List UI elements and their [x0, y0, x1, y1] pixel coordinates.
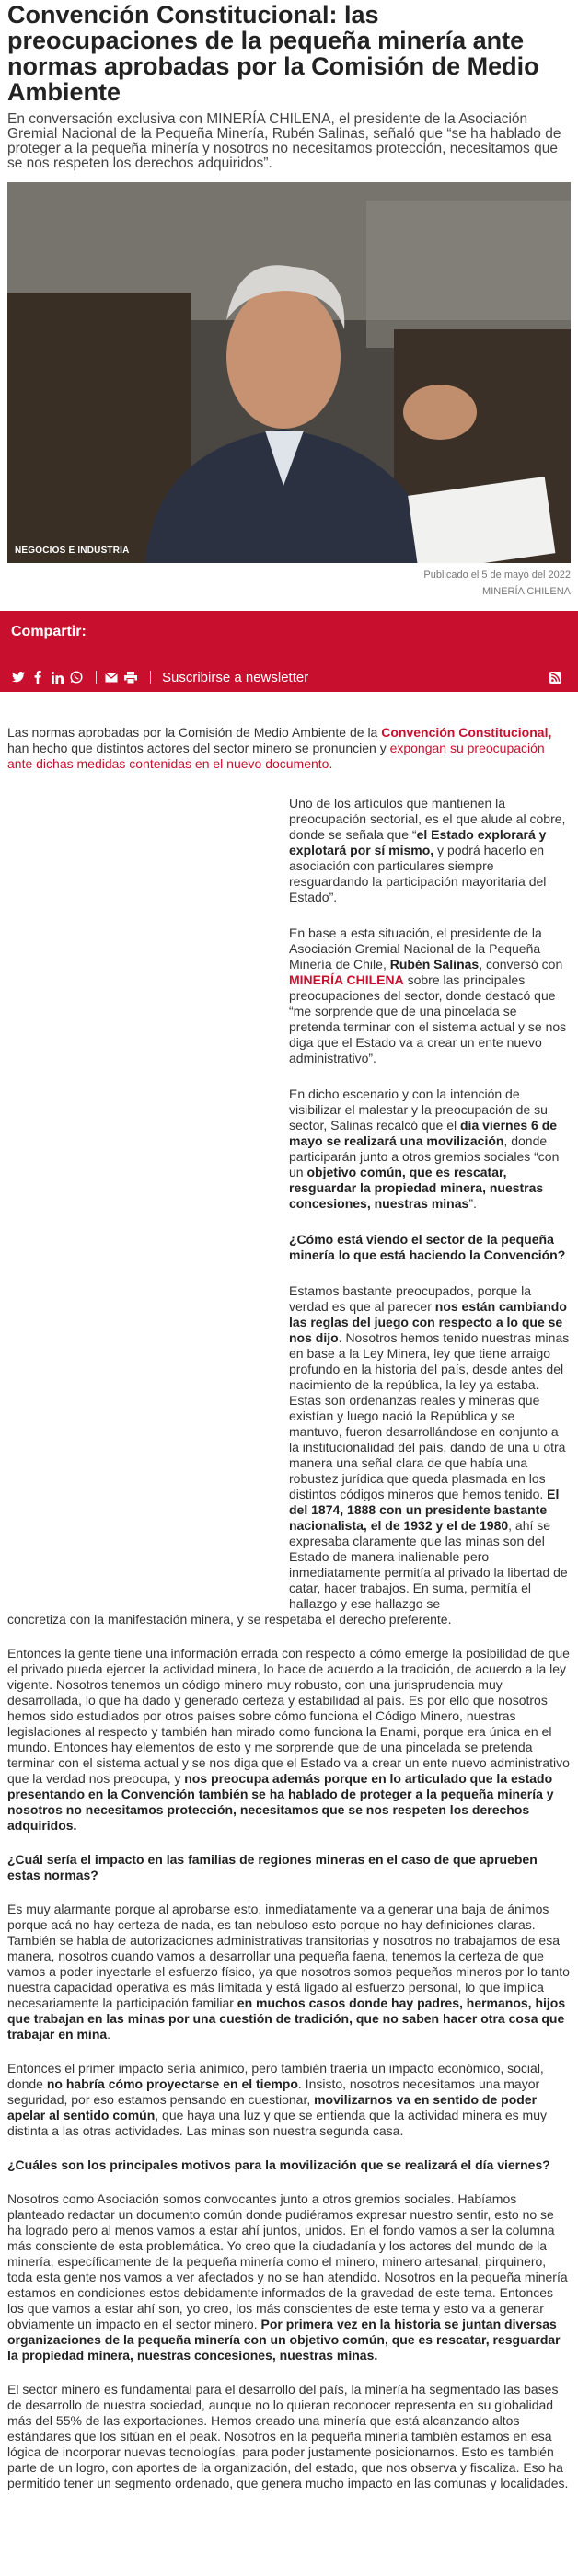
- image-category-tag[interactable]: NEGOCIOS E INDUSTRIA: [15, 546, 130, 556]
- share-title: Compartir:: [11, 624, 87, 639]
- facebook-icon[interactable]: [30, 670, 45, 684]
- bold-run: día viernes 6 de mayo se realizará una movilización: [289, 1118, 558, 1148]
- text-run: ”.: [468, 1196, 477, 1211]
- preocupacion-link[interactable]: expongan su preocupación ante dichas medidas contenidas en el nuevo documento.: [7, 741, 545, 771]
- bold-run: Por primera vez en la historia se juntan diversas organizaciones de la pequeña minería con un objetivo común, que es rescatar, resguardar la propiedad minera, nuestras concesiones, nuestras minas.: [7, 2317, 561, 2363]
- bold-run: no habría cómo proyectarse en el tiempo: [46, 2076, 298, 2091]
- full-width-column: [7, 1612, 571, 2491]
- bold-run: nos están cambiando las reglas del juego con respecto a lo que se nos dijo: [289, 1299, 567, 1345]
- bold-run: El del 1874, 1888 con un presidente bastante nacionalista, el de 1932 y el de 1980: [289, 1487, 560, 1533]
- text-run: Uno de los artículos que mantienen la preocupación sectorial, es el que alude al cobre, donde se señala que “: [289, 796, 566, 842]
- text-run: y podrá hacerlo en asociación con particulares siempre resguardando la participación mayoritaria del Estado”.: [289, 843, 547, 904]
- article-lead: En conversación exclusiva con MINERÍA CHILENA, el presidente de la Asociación Gremial Nacional de la Pequeña Minería, Rubén Salinas, señaló que “se ha hablado de proteger a la pequeña minería y nosotros no necesitamos protección, necesitamos que se nos respeten los derechos adquiridos”.: [7, 111, 561, 171]
- email-icon[interactable]: [104, 670, 119, 684]
- hero-photo-illustration: [7, 182, 571, 563]
- text-run: Nosotros como Asociación somos convocantes junto a otros gremios sociales. Habíamos planteado redactar un documento común donde pudiéramos expresar nuestro sentir, esto no se ha logrado pero al menos vamos a estar ahí juntos, unidos. En el fondo vamos a ser la columna más consciente de esta problemática. Yo creo que la ciudadanía y los actores del mundo de la minería, específicamente de la pequeña minería como el minero, minero artesanal, pirquinero, toda esta gente nos vamos a ver afectados y no se han atendido. Nosotros en la pequeña minería estamos en condiciones estos debidamente informados de la gravedad de este tema. Entonces los que vamos a estar ahí son, yo creo, los más conscientes de este tema y esto va a generar obviamente un impacto en el sector minero.: [7, 2191, 568, 2331]
- text-run: , que haya una luz y que se entienda que la actividad minera es muy distinta a las otras actividades. Las minas son nuestra segunda casa.: [7, 2108, 547, 2138]
- text-run: , conversó con: [479, 957, 563, 972]
- text-run: Las normas aprobadas por la Comisión de Medio Ambiente de la: [7, 725, 382, 740]
- text-run: Estamos bastante preocupados, porque la verdad es que al parecer: [289, 1283, 532, 1314]
- linkedin-icon[interactable]: [50, 670, 64, 684]
- print-icon[interactable]: [123, 670, 138, 684]
- question-heading: [7, 2157, 571, 2173]
- paragraph: El sector minero es fundamental para el desarrollo del país, la minería ha segmentado las bases de desarrollo de nuestra sociedad, aunque no lo quieran reconocer representa en su globalidad más del 55% de las exportaciones. Hemos creado una minería que está alcanzando altos estándares que los sitúan en el peak. Nosotros en la pequeña minería también estamos en esa lógica de incorporar nuevas tecnologías, para poder justamente posicionarnos. Esto es también parte de un logro, con aportes de la organización, del estado, que nos observa y fiscaliza. Eso ha permitido tener un segmento ordenado, que genera mucho impacto en las comunas y localidades.: [7, 2382, 569, 2490]
- text-run: han hecho que distintos actores del sector minero se pronuncien y: [7, 741, 390, 755]
- bold-run: el Estado explorará y explotará por sí mismo,: [289, 827, 547, 857]
- text-run: .: [107, 2027, 111, 2041]
- paragraph: [7, 1902, 571, 2042]
- article-source: MINERÍA CHILENA: [482, 586, 571, 597]
- intro-paragraph: [7, 725, 571, 772]
- article-title: Convención Constitucional: las preocupaciones de la pequeña minería ante normas aprobadas por la Comisión de Medio Ambiente: [7, 1, 539, 106]
- paragraph: concretiza con la manifestación minera, y se respetaba el derecho preferente.: [7, 1612, 452, 1627]
- share-bar: [0, 611, 578, 692]
- text-run: En dicho escenario y con la intención de visibilizar el malestar y la preocupación de su sector, Salinas recalcó que el: [289, 1087, 548, 1133]
- mineria-chilena-link[interactable]: MINERÍA CHILENA: [289, 972, 404, 987]
- whatsapp-icon[interactable]: [69, 670, 84, 684]
- bold-run: objetivo común, que es rescatar, resguardar la propiedad minera, nuestras concesiones, nuestras minas: [289, 1165, 544, 1211]
- publish-date: Publicado el 5 de mayo del 2022: [423, 569, 571, 581]
- question-heading: [289, 1232, 571, 1263]
- paragraph: [289, 1283, 571, 1612]
- convention-link[interactable]: Convención Constitucional,: [381, 725, 552, 740]
- paragraph: [7, 2191, 571, 2363]
- bold-run: ¿Cuáles son los principales motivos para la movilización que se realizará el día viernes?: [7, 2157, 550, 2172]
- newsletter-link[interactable]: Suscribirse a newsletter: [162, 669, 309, 685]
- paragraph: [7, 2061, 571, 2139]
- text-run: , ahí se expresaba claramente que las minas son del Estado de manera inalienable pero inmediatamente permitía al privado la libertad de catar, hacer trabajos. En suma, permitía el hallazgo y ese hallazgo se: [289, 1518, 568, 1611]
- rss-icon[interactable]: [548, 670, 562, 684]
- text-run: , donde participarán junto a otros gremios sociales “con un: [289, 1133, 560, 1179]
- paragraph: [289, 796, 571, 905]
- article-meta: [7, 567, 571, 600]
- share-divider: [150, 671, 151, 684]
- text-run: Entonces la gente tiene una información errada con respecto a cómo emerge la posibilidad de que el privado pueda ejercer la actividad minera, lo hace de acuerdo a la tradición, de acuerdo a la ley vigente. Nosotros tenemos un código minero muy robusto, con una jurisprudencia muy desarrollada, lo que ha dado y generado certeza y estabilidad al país. Es por ello que nosotros hemos sido estudiados por otros países sobre cómo funciona el Código Minero, nuestras legislaciones al respecto y también han mirado como funciona la Enami, porque era única en el mundo. Entonces hay elementos de esto y me sorprende que de una pincelada se pretenda terminar con el sistema actual y se nos diga que el Estado va a crear un ente nuevo administrativo que la verdad nos preocupa, y: [7, 1646, 570, 1786]
- hero-image: [7, 182, 571, 563]
- paragraph: [289, 1087, 571, 1212]
- paragraph: [7, 1646, 571, 1834]
- right-column: [289, 796, 571, 1612]
- article: [0, 0, 578, 600]
- bold-run: en muchos casos donde hay padres, hermanos, hijos que trabajan en las minas por una cuestión de tradición, que no saben hacer otra cosa que trabajar en mina: [7, 1995, 566, 2041]
- share-row: [11, 668, 567, 686]
- twitter-icon[interactable]: [11, 670, 26, 684]
- question-heading: [7, 1852, 571, 1883]
- share-divider: [96, 671, 97, 684]
- text-run: . Nosotros hemos tenido nuestras minas en base a la Ley Minera, ley que tiene arraigo profundo en la historia del país, desde antes del nacimiento de la república, la ley ya estaba. Estas son ordenanzas reales y mineras que existían y luego nació la República y se mantuvo, fueron desarrollándose en conjunto a la institucionalidad del país, dando de una u otra manera una señal clara de que había una robustez jurídica que queda plasmada en los distintos códigos mineros que hemos tenido.: [289, 1330, 570, 1501]
- text-run: sobre las principales preocupaciones del sector, donde destacó que “me sorprende que de una pincelada se pretenda terminar con el sistema actual y se nos diga que el Estado va a crear un ente nuevo administrativo”.: [289, 972, 567, 1065]
- article-body: [0, 725, 578, 2491]
- text-run: Entonces el primer impacto sería anímico, pero también traería un impacto económico, social, donde: [7, 2061, 544, 2091]
- text-run: En base a esta situación, el presidente de la Asociación Gremial Nacional de la Pequeña Minería de Chile,: [289, 926, 542, 972]
- bold-run: nos preocupa además porque en lo articulado que la estado presentando en la Convención también se ha hablado de proteger a la pequeña minería y nosotros no necesitamos protección, necesitamos que se nos respeten los derechos adquiridos.: [7, 1771, 554, 1833]
- bold-run: Rubén Salinas: [389, 957, 480, 972]
- bold-run: ¿Cómo está viendo el sector de la pequeña minería lo que está haciendo la Convención?: [289, 1232, 566, 1262]
- text-run: Es muy alarmante porque al aprobarse esto, inmediatamente va a generar una baja de ánimos porque acá no hay certeza de nada, es tan nebuloso esto porque no hay definiciones claras. También se habla de autorizaciones administrativas transitorias y nosotros no trabajamos de esa manera, nosotros cuando vamos a desarrollar una pequeña faena, tenemos la certeza de que vamos a poder inyectarle el esfuerzo físico, ya que nosotros somos pequeños mineros por lo tanto nuestra capacidad operativa es más limitada y está ligado al esfuerzo personal, lo que implica necesariamente la participación familiar: [7, 1902, 570, 2010]
- bold-run: movilizarnos va en sentido de poder apelar al sentido común: [7, 2092, 538, 2122]
- bold-run: ¿Cuál sería el impacto en las familias de regiones mineras en el caso de que aprueben estas normas?: [7, 1852, 538, 1882]
- text-run: . Insisto, nosotros necesitamos una mayor seguridad, por eso estamos pensando en cuestionar,: [7, 2076, 540, 2107]
- paragraph: [289, 926, 571, 1066]
